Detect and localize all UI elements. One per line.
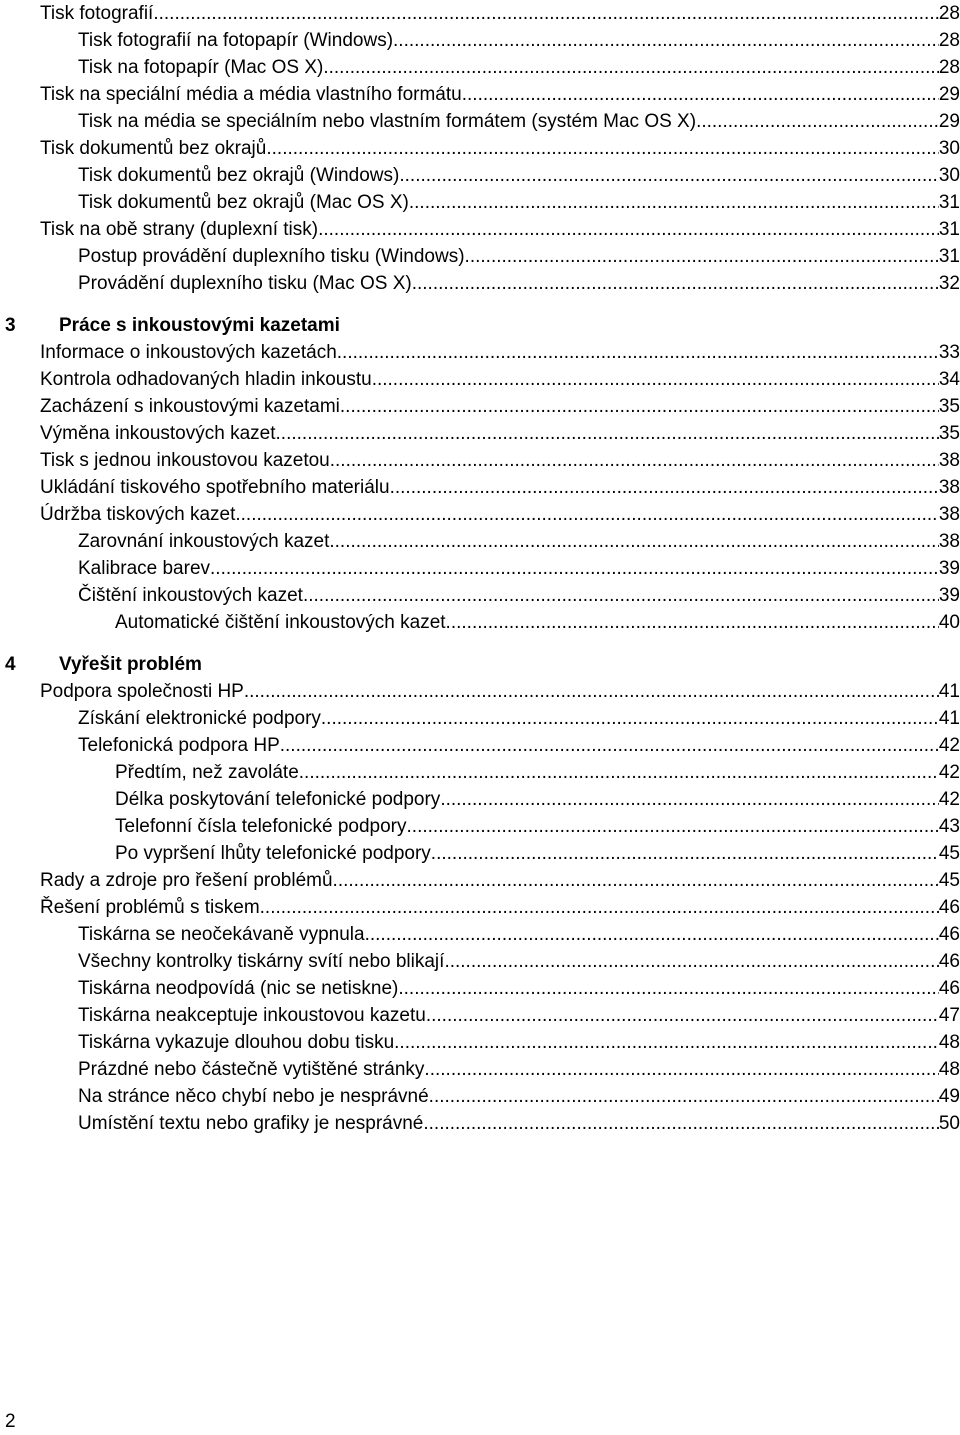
dot-leader	[276, 420, 939, 447]
toc-entry[interactable]	[40, 339, 960, 366]
toc-entry[interactable]	[78, 108, 960, 135]
toc-entry-title: Tisk na speciální média a média vlastního formátu	[40, 84, 462, 105]
toc-entry-title: Tisk na fotopapír (Mac OS X)	[78, 57, 324, 78]
toc-entry-page: 39	[938, 558, 960, 579]
toc-entry[interactable]	[40, 366, 960, 393]
dot-leader	[446, 609, 939, 636]
page-number: 2	[5, 1411, 16, 1432]
toc-entry[interactable]	[115, 840, 960, 867]
toc-entry[interactable]	[78, 1029, 960, 1056]
dot-leader	[390, 474, 939, 501]
toc-entry[interactable]	[40, 135, 960, 162]
toc-entry-title: Údržba tiskových kazet	[40, 504, 236, 525]
toc-entry-page: 28	[938, 3, 960, 24]
dot-leader	[394, 1029, 939, 1056]
toc-entry-page: 32	[938, 273, 960, 294]
toc-entry-page: 42	[938, 735, 960, 756]
toc-entry[interactable]	[40, 216, 960, 243]
chapter-number: 3	[5, 315, 16, 336]
toc-entry[interactable]	[78, 1110, 960, 1137]
toc-entry-title: Ukládání tiskového spotřebního materiálu	[40, 477, 390, 498]
toc-entry-title: Telefonická podpora HP	[78, 735, 280, 756]
dot-leader	[333, 867, 939, 894]
toc-entry-page: 47	[938, 1005, 960, 1026]
toc-entry[interactable]	[78, 555, 960, 582]
dot-leader	[299, 759, 939, 786]
toc-entry-page: 42	[938, 789, 960, 810]
dot-leader	[424, 1056, 938, 1083]
toc-entry-page: 46	[938, 897, 960, 918]
toc-entry-page: 38	[938, 531, 960, 552]
toc-entry[interactable]	[78, 1056, 960, 1083]
dot-leader	[398, 975, 939, 1002]
toc-entry[interactable]	[78, 243, 960, 270]
toc-entry[interactable]	[78, 189, 960, 216]
toc-entry-page: 46	[938, 978, 960, 999]
toc-entry-page: 42	[938, 762, 960, 783]
toc-entry-page: 28	[938, 57, 960, 78]
toc-entry[interactable]	[78, 705, 960, 732]
toc-entry[interactable]	[40, 678, 960, 705]
toc-entry-page: 45	[938, 843, 960, 864]
dot-leader	[696, 108, 939, 135]
toc-entry-title: Délka poskytování telefonické podpory	[115, 789, 441, 810]
dot-leader	[329, 528, 939, 555]
toc-entry-title: Tisk fotografií na fotopapír (Windows)	[78, 30, 394, 51]
toc-entry[interactable]	[78, 1002, 960, 1029]
toc-entry-title: Kalibrace barev	[78, 558, 211, 579]
toc-entry[interactable]	[78, 1083, 960, 1110]
toc-entry[interactable]	[78, 975, 960, 1002]
toc-entry[interactable]	[40, 474, 960, 501]
dot-leader	[318, 216, 939, 243]
toc-entry-title: Předtím, než zavoláte	[115, 762, 299, 783]
dot-leader	[407, 813, 939, 840]
toc-entry[interactable]	[40, 447, 960, 474]
toc-entry-page: 41	[938, 681, 960, 702]
toc-entry-page: 31	[938, 192, 960, 213]
toc-entry-page: 39	[938, 585, 960, 606]
toc-entry[interactable]	[40, 420, 960, 447]
toc-entry-title: Umístění textu nebo grafiky je nesprávné	[78, 1113, 424, 1134]
toc-entry-title: Řešení problémů s tiskem	[40, 897, 260, 918]
toc-entry-page: 33	[938, 342, 960, 363]
toc-entry-page: 38	[938, 477, 960, 498]
dot-leader	[340, 393, 939, 420]
toc-entry-page: 48	[938, 1059, 960, 1080]
toc-entry[interactable]	[40, 0, 960, 27]
dot-leader	[444, 948, 938, 975]
toc-entry-title: Zarovnání inkoustových kazet	[78, 531, 330, 552]
dot-leader	[412, 270, 939, 297]
dot-leader	[153, 0, 939, 27]
toc-entry[interactable]	[115, 813, 960, 840]
toc-entry[interactable]	[40, 81, 960, 108]
toc-entry-title: Tisk na média se speciálním nebo vlastním formátem (systém Mac OS X)	[78, 111, 697, 132]
toc-entry-title: Provádění duplexního tisku (Mac OS X)	[78, 273, 412, 294]
toc-entry-page: 31	[938, 219, 960, 240]
dot-leader	[303, 582, 939, 609]
toc-entry[interactable]	[78, 948, 960, 975]
toc-entry-title: Podpora společnosti HP	[40, 681, 244, 702]
toc-entry-title: Tisk dokumentů bez okrajů	[40, 138, 267, 159]
toc-entry-page: 38	[938, 450, 960, 471]
dot-leader	[235, 501, 939, 528]
toc-entry-title: Tisk s jednou inkoustovou kazetou	[40, 450, 330, 471]
dot-leader	[280, 732, 939, 759]
toc-entry-title: Tisk dokumentů bez okrajů (Mac OS X)	[78, 192, 409, 213]
toc-entry-title: Tisk dokumentů bez okrajů (Windows)	[78, 165, 400, 186]
toc-entry-title: Informace o inkoustových kazetách	[40, 342, 337, 363]
toc-entry-page: 30	[938, 165, 960, 186]
toc-entry-page: 29	[938, 84, 960, 105]
dot-leader	[337, 339, 939, 366]
toc-entry[interactable]	[78, 732, 960, 759]
toc-entry-page: 38	[938, 504, 960, 525]
toc-entry-title: Postup provádění duplexního tisku (Windows)	[78, 246, 465, 267]
toc-entry[interactable]	[115, 759, 960, 786]
toc-entry[interactable]	[78, 54, 960, 81]
chapter-heading	[5, 312, 340, 339]
chapter-number: 4	[5, 654, 16, 675]
toc-entry[interactable]	[78, 921, 960, 948]
dot-leader	[330, 447, 939, 474]
dot-leader	[393, 27, 939, 54]
chapter-title: Vyřešit problém	[59, 654, 202, 675]
toc-entry[interactable]	[78, 528, 960, 555]
dot-leader	[210, 555, 939, 582]
toc-entry-title: Tiskárna se neočekávaně vypnula	[78, 924, 365, 945]
toc-entry-title: Na stránce něco chybí nebo je nesprávné	[78, 1086, 429, 1107]
toc-entry-title: Telefonní čísla telefonické podpory	[115, 816, 407, 837]
dot-leader	[365, 921, 939, 948]
toc-entry[interactable]	[40, 393, 960, 420]
dot-leader	[244, 678, 939, 705]
dot-leader	[426, 1002, 939, 1029]
chapter-title: Práce s inkoustovými kazetami	[59, 315, 340, 336]
toc-entry[interactable]	[40, 894, 960, 921]
toc-entry-page: 28	[938, 30, 960, 51]
dot-leader	[465, 243, 939, 270]
toc-entry-page: 43	[938, 816, 960, 837]
toc-entry-title: Všechny kontrolky tiskárny svítí nebo blikají	[78, 951, 445, 972]
toc-entry-page: 46	[938, 951, 960, 972]
dot-leader	[462, 81, 939, 108]
dot-leader	[323, 54, 939, 81]
toc-entry-title: Tisk na obě strany (duplexní tisk)	[40, 219, 319, 240]
toc-entry[interactable]	[40, 501, 960, 528]
dot-leader	[429, 1083, 939, 1110]
toc-entry-title: Zacházení s inkoustovými kazetami	[40, 396, 340, 417]
dot-leader	[266, 135, 939, 162]
toc-entry-page: 35	[938, 423, 960, 444]
toc-entry-page: 46	[938, 924, 960, 945]
toc-entry-title: Kontrola odhadovaných hladin inkoustu	[40, 369, 372, 390]
toc-entry-title: Po vypršení lhůty telefonické podpory	[115, 843, 431, 864]
toc-entry-page: 29	[938, 111, 960, 132]
toc-entry-page: 40	[938, 612, 960, 633]
dot-leader	[409, 189, 939, 216]
toc-entry-title: Prázdné nebo částečně vytištěné stránky	[78, 1059, 425, 1080]
toc-entry-page: 45	[938, 870, 960, 891]
dot-leader	[440, 786, 939, 813]
toc-entry-page: 31	[938, 246, 960, 267]
toc-entry-title: Rady a zdroje pro řešení problémů	[40, 870, 333, 891]
toc-entry-page: 49	[938, 1086, 960, 1107]
toc-entry-title: Tiskárna neakceptuje inkoustovou kazetu	[78, 1005, 426, 1026]
toc-entry-title: Automatické čištění inkoustových kazet	[115, 612, 446, 633]
toc-entry-page: 34	[938, 369, 960, 390]
toc-entry-page: 30	[938, 138, 960, 159]
toc-entry[interactable]	[78, 582, 960, 609]
toc-entry-page: 50	[938, 1113, 960, 1134]
toc-entry-page: 35	[938, 396, 960, 417]
dot-leader	[260, 894, 939, 921]
toc-entry-title: Výměna inkoustových kazet	[40, 423, 276, 444]
toc-entry[interactable]	[78, 270, 960, 297]
toc-entry-title: Čištění inkoustových kazet	[78, 585, 303, 606]
toc-entry[interactable]	[78, 27, 960, 54]
toc-entry-title: Tiskárna vykazuje dlouhou dobu tisku	[78, 1032, 395, 1053]
toc-entry-page: 48	[938, 1032, 960, 1053]
dot-leader	[321, 705, 939, 732]
toc-entry[interactable]	[40, 867, 960, 894]
chapter-heading	[5, 651, 202, 678]
toc-entry[interactable]	[115, 786, 960, 813]
dot-leader	[423, 1110, 939, 1137]
toc-entry-title: Tiskárna neodpovídá (nic se netiskne)	[78, 978, 399, 999]
dot-leader	[372, 366, 939, 393]
toc-entry[interactable]	[78, 162, 960, 189]
toc-entry-title: Tisk fotografií	[40, 3, 154, 24]
toc-entry[interactable]	[115, 609, 960, 636]
dot-leader	[431, 840, 939, 867]
toc-entry-page: 41	[938, 708, 960, 729]
toc-entry-title: Získání elektronické podpory	[78, 708, 321, 729]
dot-leader	[399, 162, 939, 189]
